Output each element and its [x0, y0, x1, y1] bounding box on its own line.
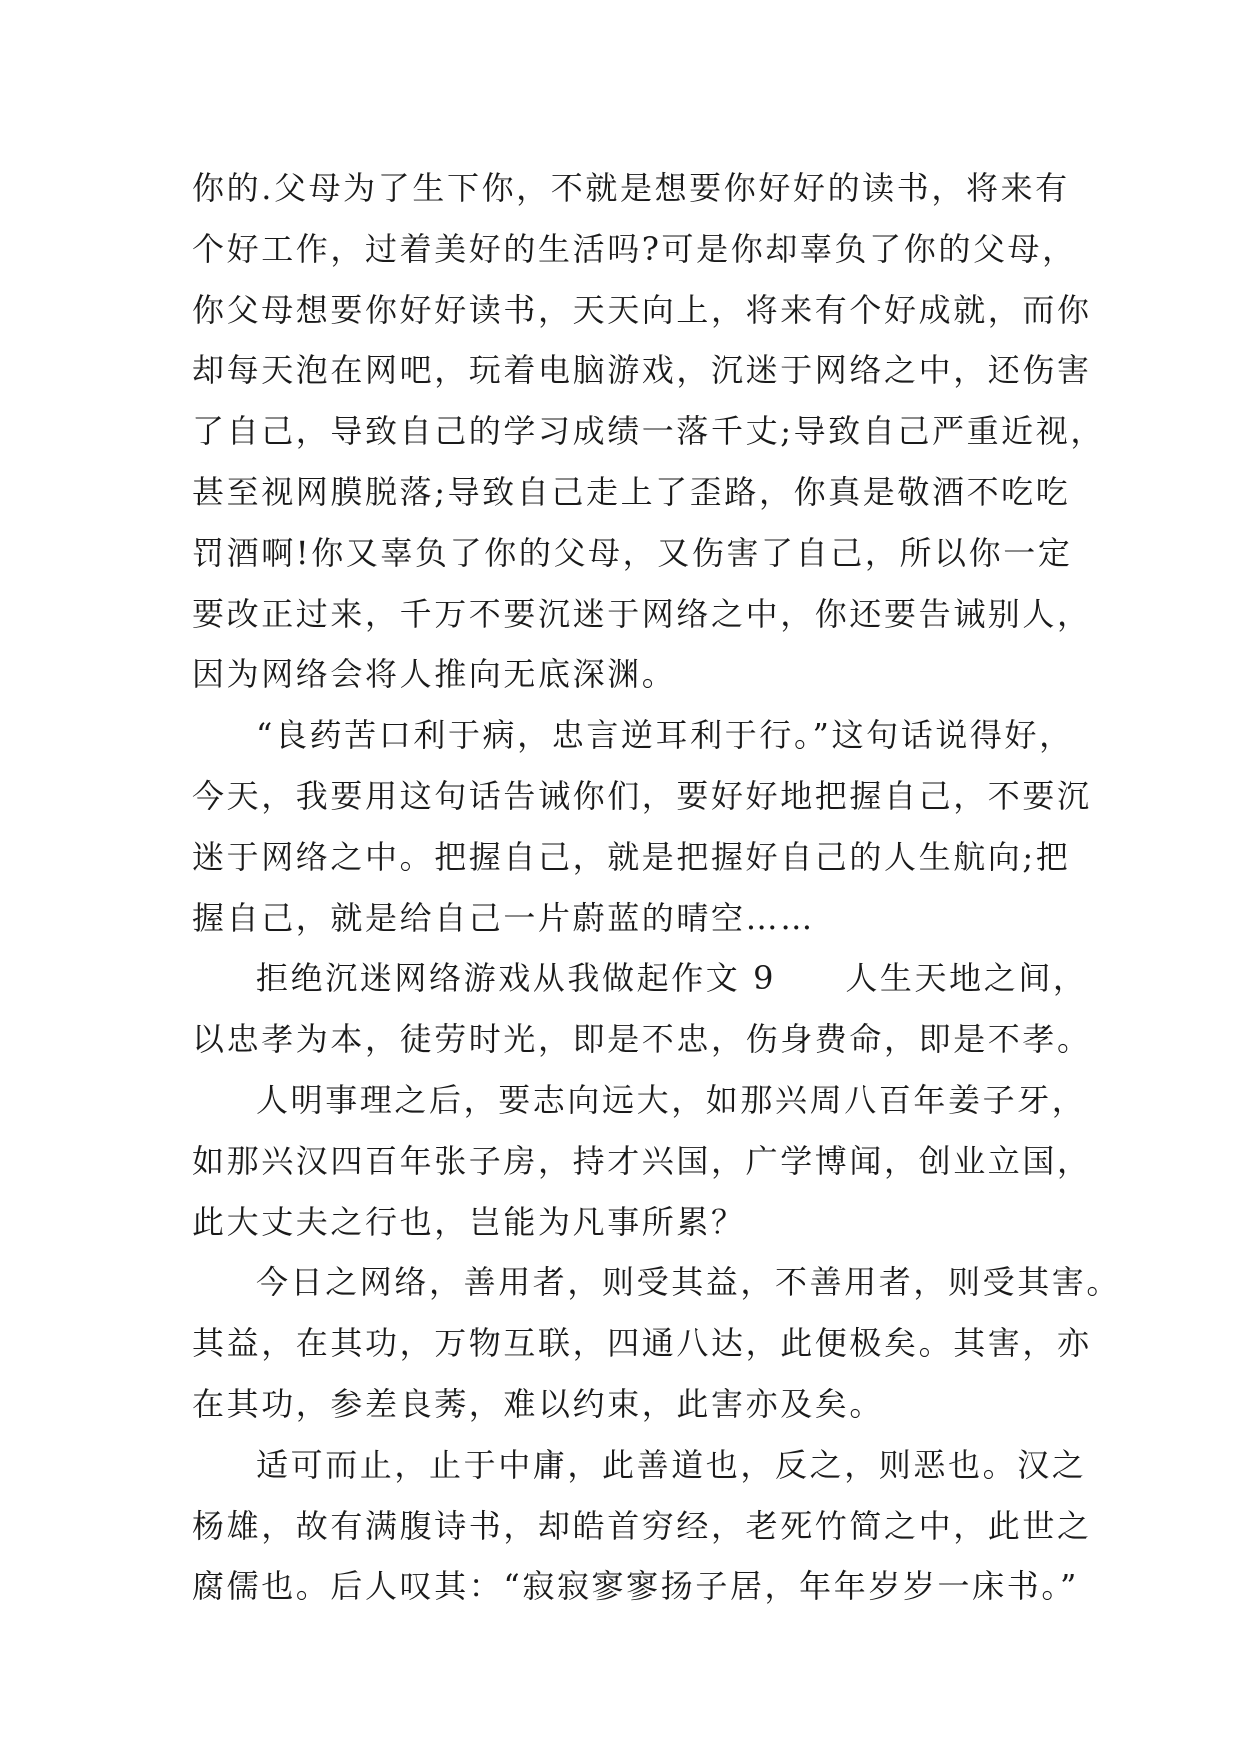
- text-line-20: 其益，在其功，万物互联，四通八达，此便极矣。其害，亦: [192, 1324, 1092, 1363]
- text-line-10: “良药苦口利于病，忠言逆耳利于行。”这句话说得好，: [256, 716, 1074, 755]
- text-line-12: 迷于网络之中。把握自己，就是把握好自己的人生航向;把: [192, 837, 1071, 876]
- text-line-2: 个好工作，过着美好的生活吗?可是你却辜负了你的父母，: [192, 229, 1077, 268]
- text-line-24: 腐儒也。后人叹其：“寂寂寥寥扬子居，年年岁岁一床书。”: [192, 1567, 1079, 1606]
- text-line-3: 你父母想要你好好读书，天天向上，将来有个好成就，而你: [192, 290, 1092, 329]
- text-line-23: 杨雄，故有满腹诗书，却皓首穷经，老死竹简之中，此世之: [192, 1506, 1092, 1545]
- text-line-1: 你的.父母为了生下你，不就是想要你好好的读书，将来有: [192, 169, 1070, 207]
- text-line-5: 了自己，导致自己的学习成绩一落千丈;导致自己严重近视，: [192, 412, 1105, 451]
- text-line-22: 适可而止，止于中庸，此善道也，反之，则恶也。汉之: [256, 1445, 1087, 1484]
- text-line-19: 今日之网络，善用者，则受其益，不善用者，则受其害。: [256, 1263, 1122, 1302]
- text-line-8: 要改正过来，千万不要沉迷于网络之中，你还要告诫别人，: [192, 594, 1092, 633]
- text-line-15: 以忠孝为本，徒劳时光，即是不忠，伤身费命，即是不孝。: [192, 1020, 1092, 1059]
- essay-body: [192, 158, 1122, 1617]
- text-line-4: 却每天泡在网吧，玩着电脑游戏，沉迷于网络之中，还伤害: [192, 351, 1092, 390]
- text-line-13: 握自己，就是给自己一片蔚蓝的晴空……: [192, 898, 815, 937]
- text-line-9: 因为网络会将人推向无底深渊。: [192, 655, 677, 694]
- text-line-18: 此大丈夫之行也，岂能为凡事所累？: [192, 1202, 746, 1241]
- text-line-11: 今天，我要用这句话告诫你们，要好好地把握自己，不要沉: [192, 776, 1092, 815]
- text-line-17: 如那兴汉四百年张子房，持才兴国，广学博闻，创业立国，: [192, 1141, 1092, 1180]
- text-line-14: 拒绝沉迷网络游戏从我做起作文 9 人生天地之间，: [256, 959, 1088, 998]
- text-line-21: 在其功，参差良莠，难以约束，此害亦及矣。: [192, 1384, 885, 1423]
- text-line-6: 甚至视网膜脱落;导致自己走上了歪路，你真是敬酒不吃吃: [192, 472, 1071, 511]
- text-line-16: 人明事理之后，要志向远大，如那兴周八百年姜子牙，: [256, 1080, 1087, 1119]
- text-line-7: 罚酒啊!你又辜负了你的父母，又伤害了自己，所以你一定: [192, 533, 1073, 572]
